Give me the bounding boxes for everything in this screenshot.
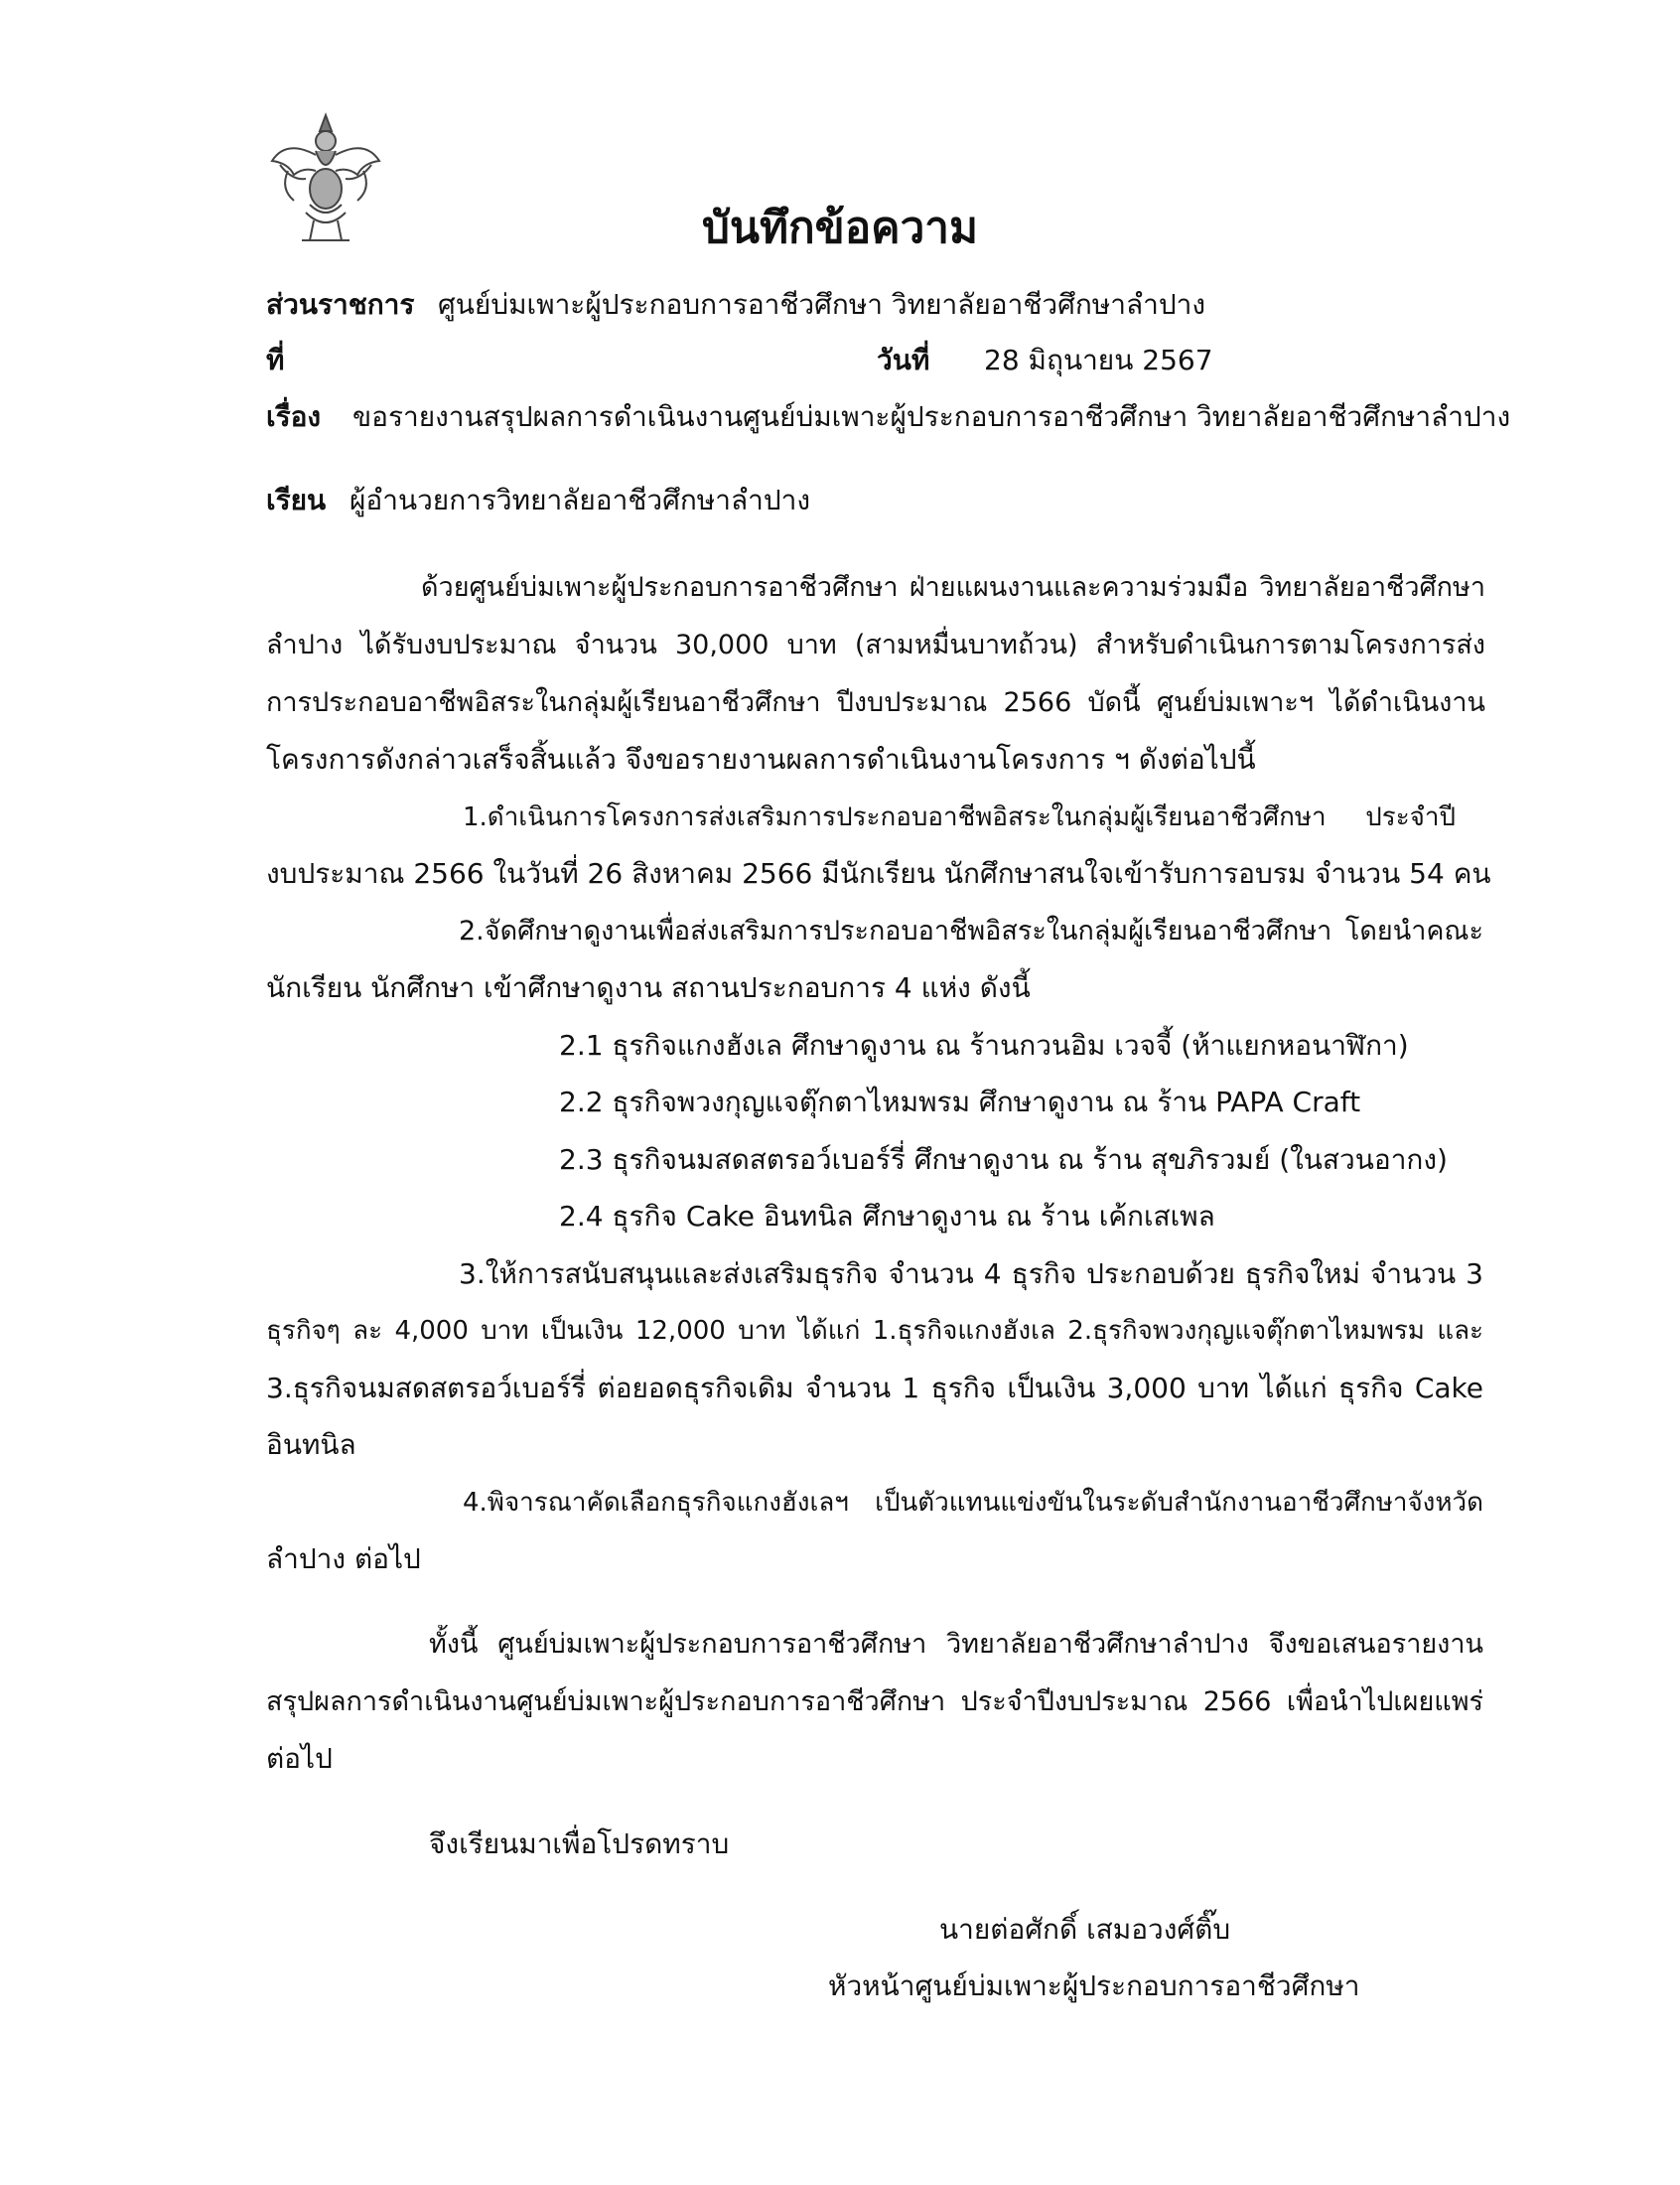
list-item-line: 3.ธุรกิจนมสดสตรอว์เบอร์รี่ ต่อยอดธุรกิจเดิม จำนวน 1 ธุรกิจ เป็นเงิน 3,000 บาท ได้แก่ ธุรกิจ Cake	[266, 1372, 1483, 1404]
subject-value: ขอรายงานสรุปผลการดำเนินงานศูนย์บ่มเพาะผู้ประกอบการอาชีวศึกษา วิทยาลัยอาชีวศึกษาลำปาง	[352, 400, 1511, 433]
list-item-line: 2.จัดศึกษาดูงานเพื่อส่งเสริมการประกอบอาชีพอิสระในกลุ่มผู้เรียนอาชีวศึกษา โดยนำคณะ	[459, 916, 1483, 947]
signer-name: นายต่อศักดิ์ เสมอวงศ์ติ๊บ	[939, 1913, 1231, 1946]
subject-label: เรื่อง	[266, 400, 322, 433]
list-item-line: 4.พิจารณาคัดเลือกธุรกิจแกงฮังเลฯ เป็นตัวแทนแข่งขันในระดับสำนักงานอาชีวศึกษาจังหวัด	[463, 1488, 1483, 1518]
paragraph-line: ลำปาง ได้รับงบประมาณ จำนวน 30,000 บาท (สามหมื่นบาทถ้วน) สำหรับดำเนินการตามโครงการส่ง	[266, 630, 1485, 660]
ref-label: ที่	[266, 344, 285, 376]
list-item-line: 1.ดำเนินการโครงการส่งเสริมการประกอบอาชีพอิสระในกลุ่มผู้เรียนอาชีวศึกษา ประจำปี	[463, 802, 1456, 832]
date-label: วันที่	[877, 344, 930, 376]
to-value: ผู้อำนวยการวิทยาลัยอาชีวศึกษาลำปาง	[350, 484, 811, 516]
sub-item: 2.1 ธุรกิจแกงฮังเล ศึกษาดูงาน ณ ร้านกวนอิม เวจจี้ (ห้าแยกหอนาฬิกา)	[559, 1029, 1409, 1062]
sub-item: 2.3 ธุรกิจนมสดสตรอว์เบอร์รี่ ศึกษาดูงาน ณ ร้าน สุขภิรวมย์ (ในสวนอากง)	[559, 1143, 1448, 1176]
agency-value: ศูนย์บ่มเพาะผู้ประกอบการอาชีวศึกษา วิทยาลัยอาชีวศึกษาลำปาง	[438, 288, 1206, 321]
paragraph-line: การประกอบอาชีพอิสระในกลุ่มผู้เรียนอาชีวศึกษา ปีงบประมาณ 2566 บัดนี้ ศูนย์บ่มเพาะฯ ได้ดำเนินงาน	[266, 687, 1485, 718]
list-item-line: นักเรียน นักศึกษา เข้าศึกษาดูงาน สถานประกอบการ 4 แห่ง ดังนี้	[266, 971, 1031, 1004]
signer-position: หัวหน้าศูนย์บ่มเพาะผู้ประกอบการอาชีวศึกษา	[828, 1969, 1360, 2002]
paragraph-line: ด้วยศูนย์บ่มเพาะผู้ประกอบการอาชีวศึกษา ฝ่ายแผนงานและความร่วมมือ วิทยาลัยอาชีวศึกษา	[421, 572, 1485, 603]
paragraph-line: ทั้งนี้ ศูนย์บ่มเพาะผู้ประกอบการอาชีวศึกษา วิทยาลัยอาชีวศึกษาลำปาง จึงขอเสนอรายงาน	[429, 1629, 1483, 1660]
list-item-line: งบประมาณ 2566 ในวันที่ 26 สิงหาคม 2566 มีนักเรียน นักศึกษาสนใจเข้ารับการอบรม จำนวน 54 คน	[266, 857, 1491, 890]
page-title: บันทึกข้อความ	[701, 203, 978, 253]
agency-label: ส่วนราชการ	[266, 288, 415, 321]
list-item-line: ลำปาง ต่อไป	[266, 1542, 421, 1575]
to-label: เรียน	[266, 484, 327, 516]
closing-text: จึงเรียนมาเพื่อโปรดทราบ	[429, 1827, 730, 1860]
paragraph-line: ต่อไป	[266, 1742, 333, 1775]
list-item-line: อินทนิล	[266, 1428, 356, 1461]
date-value: 28 มิถุนายน 2567	[984, 344, 1213, 376]
list-item-line: ธุรกิจๆ ละ 4,000 บาท เป็นเงิน 12,000 บาท ได้แก่ 1.ธุรกิจแกงฮังเล 2.ธุรกิจพวงกุญแจตุ๊กตาไหมพรม และ	[266, 1316, 1483, 1346]
paragraph-line: สรุปผลการดำเนินงานศูนย์บ่มเพาะผู้ประกอบการอาชีวศึกษา ประจำปีงบประมาณ 2566 เพื่อนำไปเผยแพร่	[266, 1686, 1483, 1717]
sub-item: 2.2 ธุรกิจพวงกุญแจตุ๊กตาไหมพรม ศึกษาดูงาน ณ ร้าน PAPA Craft	[559, 1086, 1361, 1118]
list-item-line: 3.ให้การสนับสนุนและส่งเสริมธุรกิจ จำนวน 4 ธุรกิจ ประกอบด้วย ธุรกิจใหม่ จำนวน 3	[459, 1257, 1483, 1290]
sub-item: 2.4 ธุรกิจ Cake อินทนิล ศึกษาดูงาน ณ ร้าน เค้กเสเพล	[559, 1200, 1215, 1233]
paragraph-line: โครงการดังกล่าวเสร็จสิ้นแล้ว จึงขอรายงานผลการดำเนินงานโครงการ ฯ ดังต่อไปนี้	[266, 743, 1256, 776]
